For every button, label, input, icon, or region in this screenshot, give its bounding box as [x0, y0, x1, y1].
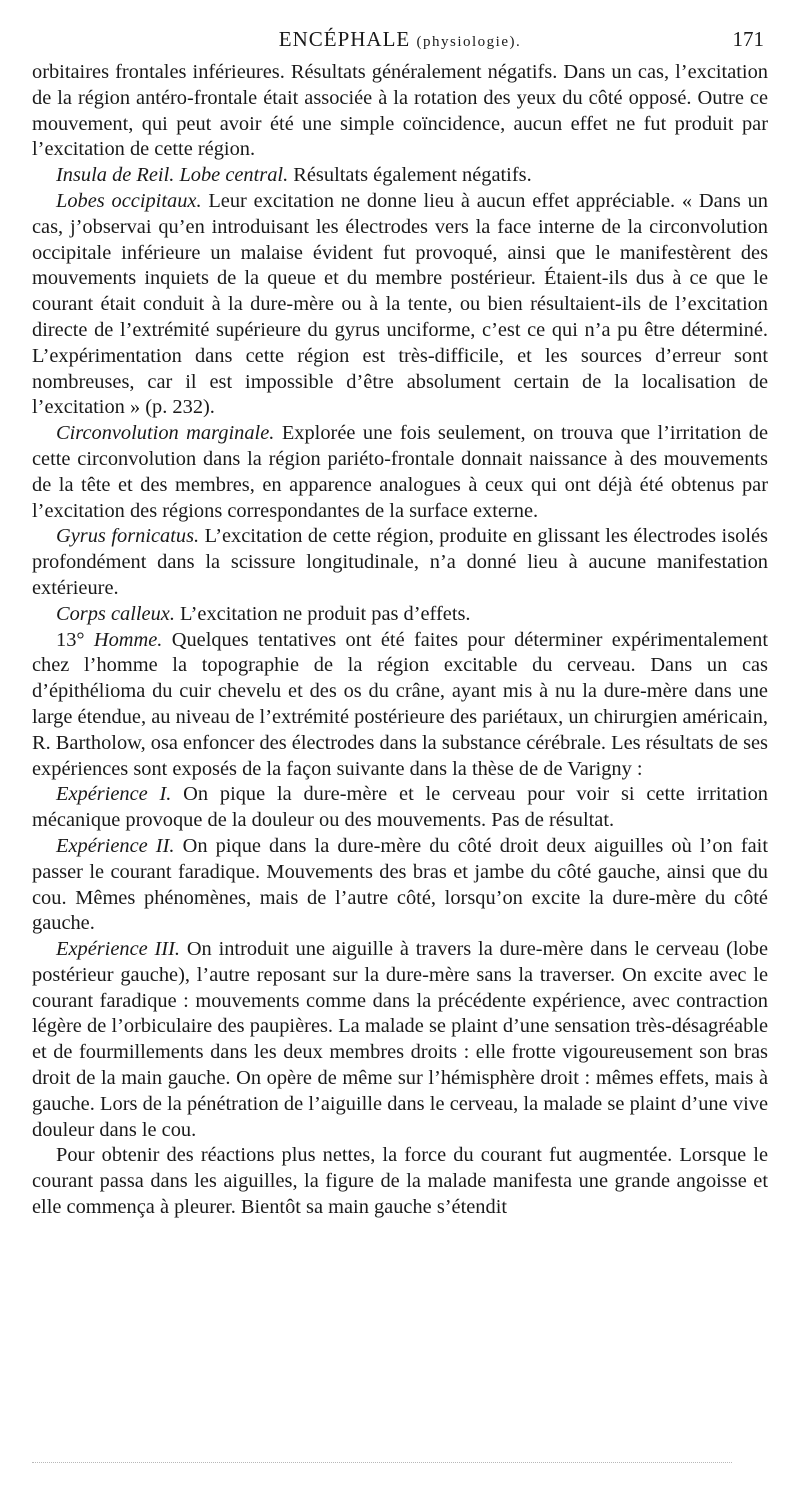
paragraph-homme: [32, 628, 768, 783]
paragraph-corps-calleux: [32, 602, 768, 628]
section-number: 13°: [56, 628, 94, 651]
running-subtitle: (physiologie).: [416, 34, 522, 50]
paragraph-lead: Circonvolution marginale.: [56, 422, 275, 445]
paragraph-text: Pour obtenir des réactions plus nettes, la force du courant fut augmentée. Lorsque le courant passa dans les aiguilles, la figure de la malade manifesta une grande angoisse et elle commença à pleurer. Bientôt sa main gauche s’étendit: [32, 1144, 768, 1219]
running-head: [32, 22, 768, 56]
paragraph-lead: Expérience I.: [56, 783, 172, 806]
paragraph-experience-2: [32, 834, 768, 937]
body-text: [32, 60, 768, 1221]
paragraph-text: Explorée une fois seulement, on trouva que l’irritation de cette circonvolution dans la région pariéto-frontale donnait naissance à des mouvements de la tête et des membres, en apparence analogues à ceux qui ont déjà été obtenus par l’excitation des régions correspondantes de la surface externe.: [32, 422, 768, 522]
paragraph-text: L’excitation de cette région, produite en glissant les électrodes isolés profondément dans la scissure longitudinale, n’a donné lieu à aucune manifestation extérieure.: [32, 525, 768, 599]
paragraph-text: Leur excitation ne donne lieu à aucun effet appréciable. « Dans un cas, j’observai qu’en introduisant les électrodes vers la face interne de la circonvolution occipitale inférieure un malaise évident fut provoqué, ainsi que le manifestèrent des mouvements inquiets de la queue et du membre postérieur. Étaient-ils dus à ce que le courant était conduit à la dure-mère ou à la tente, ou bien résultaient-ils de l’excitation directe de l’extrémité supérieure du gyrus unciforme, c’est ce qui n’a pu être déterminé. L’expérimentation dans cette région est très-difficile, et les sources d’erreur sont nombreuses, car il est impossible d’être absolument certain de la localisation de l’excitation » (p. 232).: [32, 189, 768, 419]
paragraph-lobes-occipitaux: [32, 189, 768, 421]
paragraph-text: Quelques tentatives ont été faites pour déterminer expérimentalement chez l’homme la topographie de la région excitable du cerveau. Dans un cas d’épithélioma du cuir chevelu et des os du crâne, ayant mis à nu la dure-mère dans une large étendue, au niveau de l’extrémité postérieure des pariétaux, un chirurgien américain, R. Bartholow, osa enfoncer des électrodes dans la substance cérébrale. Les résultats de ses expériences sont exposés de la façon suivante dans la thèse de de Varigny :: [32, 628, 768, 780]
paragraph-final: [32, 1143, 768, 1220]
paragraph-lead: Lobes occipitaux.: [56, 189, 202, 212]
paragraph-circonvolution-marginale: [32, 421, 768, 524]
paragraph-insula: [32, 163, 768, 189]
paragraph-continuation: [32, 60, 768, 163]
page-bottom-rule: [32, 1462, 732, 1463]
paragraph-lead: Insula de Reil. Lobe central.: [56, 164, 289, 187]
paragraph-lead: Gyrus fornicatus.: [56, 525, 200, 548]
paragraph-text: Résultats également négatifs.: [288, 164, 532, 187]
paragraph-experience-1: [32, 782, 768, 834]
paragraph-gyrus-fornicatus: [32, 524, 768, 601]
paragraph-text: On introduit une aiguille à travers la dure-mère dans le cerveau (lobe postérieur gauche), l’autre reposant sur la dure-mère sans la traverser. On excite avec le courant faradique : mouvements comme dans la précédente expérience, avec contraction légère de l’orbiculaire des paupières. La malade se plaint d’une sensation très-désagréable et de fourmillements dans les deux membres droits : elle frotte vigoureusement son bras droit de la main gauche. On opère de même sur l’hémisphère droit : mêmes effets, mais à gauche. Lors de la pénétration de l’aiguille dans le cerveau, la malade se plaint d’une vive douleur dans le cou.: [32, 938, 769, 1141]
paragraph-text: L’excitation ne produit pas d’effets.: [174, 602, 471, 625]
running-title: ENCÉPHALE: [278, 27, 411, 51]
paragraph-text: On pique la dure-mère et le cerveau pour voir si cette irritation mécanique provoque de la douleur ou des mouvements. Pas de résultat.: [32, 783, 768, 832]
paragraph-lead: Expérience II.: [56, 834, 175, 857]
paragraph-lead: Expérience III.: [56, 938, 180, 961]
paragraph-lead: Homme.: [93, 628, 163, 651]
paragraph-lead: Corps calleux.: [56, 602, 175, 625]
page: [32, 22, 768, 1221]
paragraph-text: On pique dans la dure-mère du côté droit deux aiguilles où l’on fait passer le courant faradique. Mouvements des bras et jambe du côté gauche, ainsi que du cou. Mêmes phénomènes, mais de l’autre côté, lorsqu’on excite la dure-mère du côté gauche.: [32, 834, 768, 935]
page-number: 171: [732, 27, 764, 51]
paragraph-text: orbitaires frontales inférieures. Résultats généralement négatifs. Dans un cas, l’excitation de la région antéro-frontale était associée à la rotation des yeux du côté opposé. Outre ce mouvement, qui peut avoir été une simple coïncidence, aucun effet ne fut produit par l’excitation de cette région.: [32, 61, 768, 161]
paragraph-experience-3: [32, 937, 768, 1143]
